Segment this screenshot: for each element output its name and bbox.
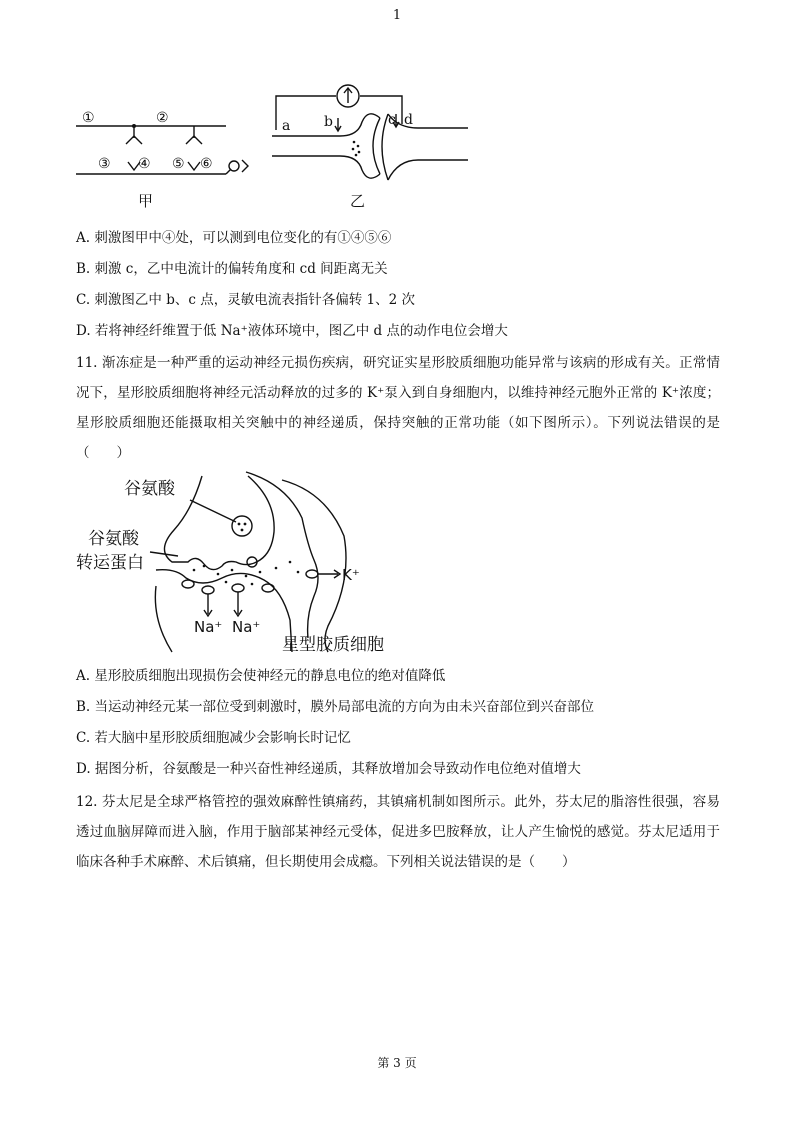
figure-caption-yi: 乙 bbox=[350, 192, 366, 210]
figure-jia-neuron-diagram bbox=[76, 108, 256, 213]
glutamate-dot bbox=[193, 569, 196, 572]
marker-4: ④ bbox=[138, 156, 151, 172]
marker-3: ③ bbox=[98, 156, 111, 172]
q11-option-a: A. 星形胶质细胞出现损伤会使神经元的静息电位的绝对值降低 bbox=[76, 668, 446, 684]
page-footer: 第 3 页 bbox=[377, 1056, 417, 1070]
figure-astrocyte-synapse bbox=[76, 470, 396, 655]
glutamate-dot bbox=[241, 529, 244, 532]
junction-dot-1 bbox=[132, 124, 136, 128]
glutamate-dot bbox=[244, 523, 247, 526]
glutamate-dot bbox=[203, 565, 206, 568]
glutamate-dot bbox=[245, 575, 248, 578]
label-na-ion-2: Na⁺ bbox=[232, 618, 261, 636]
q10-option-b: B. 刺激 c，乙中电流计的偏转角度和 cd 间距离无关 bbox=[76, 261, 388, 277]
vesicle-dot bbox=[355, 154, 358, 157]
q11-option-b: B. 当运动神经元某一部位受到刺激时，膜外局部电流的方向为由未兴奋部位到兴奋部位 bbox=[76, 699, 595, 715]
glutamate-dot bbox=[225, 581, 228, 584]
label-a: a bbox=[282, 118, 291, 134]
marker-6: ⑥ bbox=[200, 156, 213, 172]
label-transporter-line1: 谷氨酸 bbox=[88, 529, 139, 549]
glutamate-dot bbox=[217, 573, 220, 576]
q11-option-c: C. 若大脑中星形胶质细胞减少会影响长时记忆 bbox=[76, 730, 351, 746]
glutamate-dot bbox=[238, 523, 241, 526]
glutamate-dot bbox=[259, 571, 262, 574]
label-k-ion: K⁺ bbox=[342, 566, 360, 584]
marker-1: ① bbox=[82, 110, 95, 126]
label-glutamate: 谷氨酸 bbox=[124, 479, 175, 499]
label-astrocyte: 星型胶质细胞 bbox=[282, 635, 384, 655]
vesicle-dot bbox=[357, 145, 360, 148]
figure-yi-synapse-diagram bbox=[268, 84, 478, 214]
vesicle-dot bbox=[358, 151, 361, 154]
marker-2: ② bbox=[156, 110, 169, 126]
label-c: c bbox=[388, 112, 396, 128]
q10-option-c: C. 刺激图乙中 b、c 点，灵敏电流表指针各偏转 1、2 次 bbox=[76, 292, 415, 308]
glutamate-dot bbox=[297, 571, 300, 574]
glutamate-dot bbox=[231, 569, 234, 572]
glutamate-dot bbox=[275, 567, 278, 570]
label-d: d bbox=[404, 112, 413, 128]
glutamate-dot bbox=[289, 561, 292, 564]
q12-stem: 12. 芬太尼是全球严格管控的强效麻醉性镇痛药，其镇痛机制如图所示。此外，芬太尼的脂溶性很强，容易透过血脑屏障而进入脑，作用于脑部某神经元受体，促进多巴胺释放，让人产生愉悦的感觉。芬太尼适用于临床各种手术麻醉、术后镇痛，但长期使用会成瘾。下列相关说法错误的是（ ） bbox=[76, 794, 720, 870]
q10-option-d: D. 若将神经纤维置于低 Na⁺液体环境中，图乙中 d 点的动作电位会增大 bbox=[76, 323, 508, 339]
q10-option-a: A. 刺激图甲中④处，可以测到电位变化的有①④⑤⑥ bbox=[76, 230, 392, 246]
q11-option-d: D. 据图分析，谷氨酸是一种兴奋性神经递质，其释放增加会导致动作电位绝对值增大 bbox=[76, 761, 581, 777]
q11-stem: 11. 渐冻症是一种严重的运动神经元损伤疾病，研究证实星形胶质细胞功能异常与该病的形成有关。正常情况下，星形胶质细胞将神经元活动释放的过多的 K⁺泵入到自身细胞内，以维持神经元胞外正常的 K⁺浓度；星形胶质细胞还能摄取相关突触中的神经递质，保持突触的正常功能（如下图所示）。下列说法错误的是（ ） bbox=[76, 355, 720, 461]
glutamate-dot bbox=[251, 583, 254, 586]
page-number-top: 1 bbox=[392, 8, 402, 23]
marker-5: ⑤ bbox=[172, 156, 185, 172]
label-transporter-line2: 转运蛋白 bbox=[76, 553, 144, 573]
figure-caption-jia: 甲 bbox=[138, 192, 154, 210]
vesicle-dot bbox=[353, 141, 356, 144]
label-b: b bbox=[324, 114, 333, 130]
label-na-ion-1: Na⁺ bbox=[194, 618, 223, 636]
vesicle-dot bbox=[352, 148, 355, 151]
